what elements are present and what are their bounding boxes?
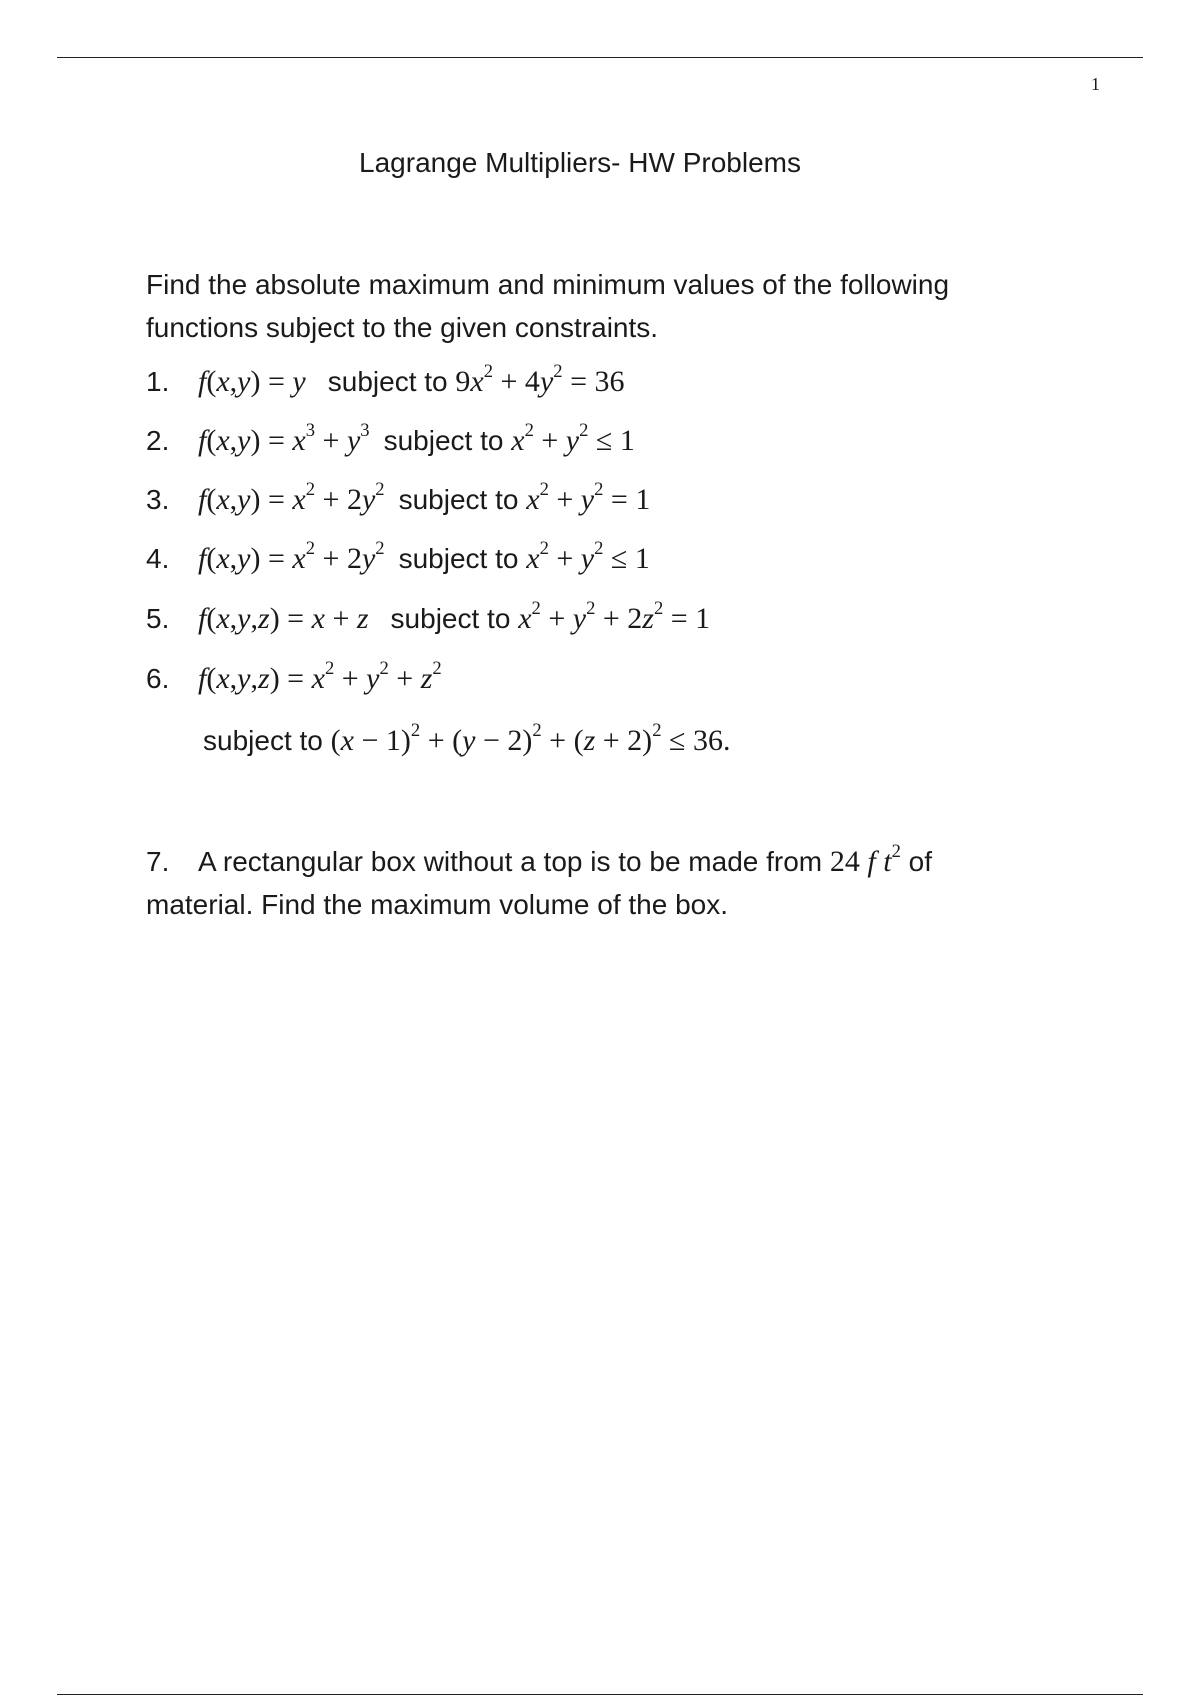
problem-2 <box>146 420 635 458</box>
header-rule <box>57 57 1143 58</box>
problem-constraint: $(x - 1)^2 + (y - 2)^2 + (z + 2)^2 \le 36$. <box>330 720 731 757</box>
problem-function: $f(x,y) = x^2 + 2y^2$ <box>198 538 385 575</box>
problem-number: 1. <box>146 366 170 397</box>
problem-function: $f(x,y) = x^2 + 2y^2$ <box>198 479 385 516</box>
subject-to-label: subject to <box>383 425 504 456</box>
subject-to-label: subject to <box>398 484 519 515</box>
problem-constraint: $x^2 + y^2 \le 1$ <box>526 538 650 575</box>
subject-to-label: subject to <box>390 603 511 634</box>
footer-rule <box>57 1694 1143 1695</box>
problem-number: 5. <box>146 603 170 634</box>
problem-constraint: $x^2 + y^2 \le 1$ <box>511 420 635 457</box>
problem-number: 3. <box>146 484 170 515</box>
problem-function: f(x,y,z) = x + z <box>198 602 369 635</box>
subject-to-label: subject to <box>327 366 448 397</box>
problem-3 <box>146 479 651 517</box>
problem-1 <box>146 361 625 399</box>
problem-5 <box>146 598 711 636</box>
problem-4 <box>146 538 650 576</box>
instructions: Find the absolute maximum and minimum values of the following functions subject to the given constraints. <box>146 269 950 343</box>
problem-function: $f(x,y,z) = x^2 + y^2 + z^2$ <box>198 658 442 695</box>
problem-constraint: $9x^2 + 4y^2 = 36$ <box>455 361 625 398</box>
problem-7-text-before: A rectangular box without a top is to be made from <box>198 846 823 877</box>
problem-7-quantity: 24 f $t^2$ <box>829 841 901 878</box>
problem-function: f(x,y) = y <box>198 365 306 398</box>
problem-constraint: $x^2 + y^2 = 1$ <box>526 479 651 516</box>
page-number: 1 <box>1091 74 1100 94</box>
problem-7-text-after: of material. Find the maximum volume of the box. <box>146 846 933 920</box>
subject-to-label: subject to <box>398 543 519 574</box>
problem-number: 4. <box>146 543 170 574</box>
page-title: Lagrange Multipliers- HW Problems <box>359 147 801 178</box>
problem-function: $f(x,y) = x^3 + y^3$ <box>198 420 370 457</box>
problem-number: 7. <box>146 846 170 877</box>
problem-7 <box>146 840 1046 926</box>
subject-to-label: subject to <box>203 725 323 756</box>
problem-number: 2. <box>146 425 170 456</box>
problem-6 <box>146 658 442 696</box>
problem-number: 6. <box>146 663 170 694</box>
problem-constraint: $x^2 + y^2 + 2z^2 = 1$ <box>518 598 711 635</box>
problem-6-constraint-line <box>203 720 731 758</box>
